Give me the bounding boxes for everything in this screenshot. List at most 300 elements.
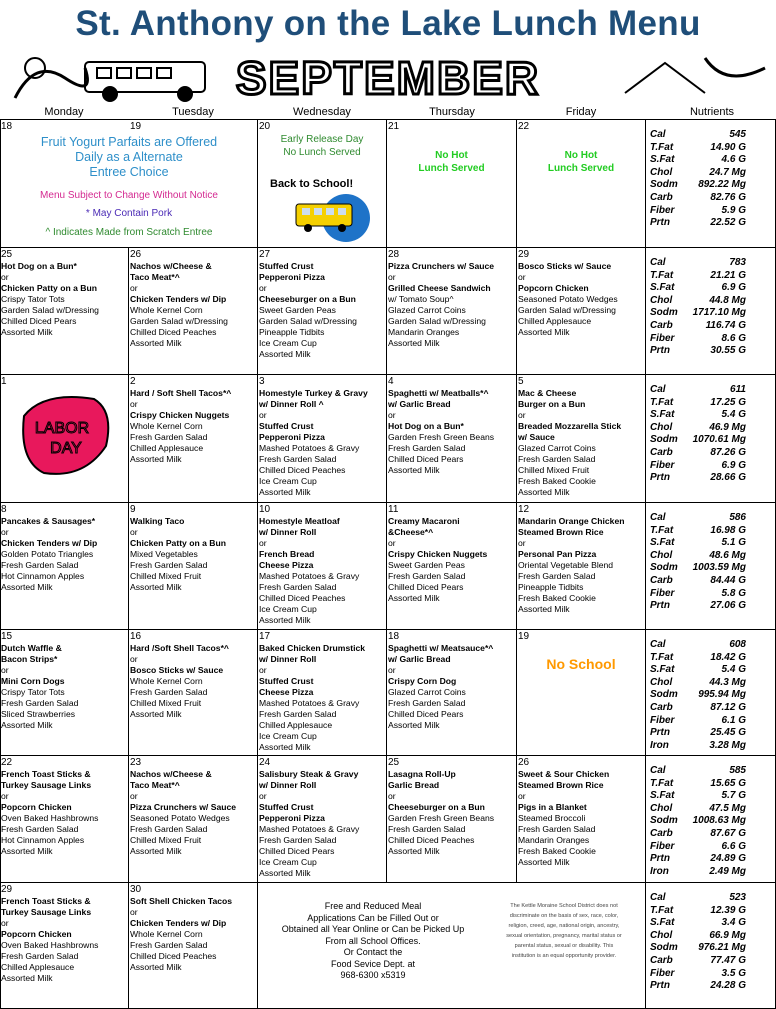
menu-item: Stuffed Crust	[259, 676, 314, 686]
menu-item: or	[130, 399, 138, 409]
info-line: Obtained all Year Online or Can be Picked Up	[281, 924, 465, 934]
nutrient-label: Chol	[650, 549, 673, 561]
menu-item: w/ Tomato Soup^	[388, 294, 454, 304]
nutrient-value: 5.8 G	[721, 587, 746, 599]
date-number: 2	[130, 376, 136, 387]
nutrient-value: 24.28 G	[710, 980, 746, 992]
menu-item: Mashed Potatoes & Gravy	[259, 571, 360, 581]
date-number: 19	[518, 631, 530, 642]
menu-item: or	[518, 410, 526, 420]
menu-item: Assorted Milk	[388, 338, 440, 348]
nutrient-value: 22.52 G	[710, 217, 746, 229]
menu-item: Fresh Garden Salad	[388, 443, 466, 453]
menu-items	[388, 643, 515, 731]
page-title: St. Anthony on the Lake Lunch Menu	[75, 4, 701, 43]
nutrient-row	[650, 537, 746, 550]
nutrient-label: Iron	[650, 865, 669, 877]
nutrient-row	[650, 472, 746, 485]
nutrient-row	[650, 930, 746, 943]
menu-item: Garlic Bread	[388, 780, 440, 790]
info-line: 968-6300 x5319	[340, 970, 406, 980]
menu-item: or	[130, 654, 138, 664]
nutrient-label: Carb	[650, 574, 673, 586]
menu-items	[518, 261, 644, 338]
nutrients-cell	[646, 375, 776, 503]
nutrient-row	[650, 512, 746, 525]
day-cell	[387, 756, 517, 883]
nutrient-value: 5.4 G	[721, 409, 746, 421]
day-cell	[258, 630, 387, 756]
nutrient-label: Chol	[650, 929, 673, 941]
menu-item: Fresh Garden Salad	[1, 698, 79, 708]
nutrient-row	[650, 778, 746, 791]
nutrient-value: 28.66 G	[710, 472, 746, 484]
menu-item: Creamy Macaroni	[388, 516, 460, 526]
nutrient-row	[650, 765, 746, 778]
nutrient-row	[650, 129, 746, 142]
menu-item: or	[1, 272, 9, 282]
menu-item: Pepperoni Pizza	[259, 272, 325, 282]
menu-item: Fresh Garden Salad	[1, 824, 79, 834]
nutrients-cell	[646, 248, 776, 375]
nutrient-label: Prtn	[650, 853, 670, 865]
nutrient-label: Prtn	[650, 980, 670, 992]
no-hot-lunch-note: Lunch Served	[547, 163, 615, 174]
nutrient-value: 1070.61 Mg	[692, 434, 746, 446]
menu-item: Fresh Garden Salad	[518, 571, 596, 581]
menu-item: or	[388, 791, 396, 801]
menu-item: Assorted Milk	[518, 327, 570, 337]
menu-item: Dutch Waffle &	[1, 643, 62, 653]
nutrient-list	[650, 129, 746, 230]
menu-item: Ice Cream Cup	[259, 476, 317, 486]
menu-item: Assorted Milk	[130, 582, 182, 592]
nutrient-label: Sodm	[650, 689, 678, 701]
day-header-wednesday: Wednesday	[293, 106, 351, 118]
menu-item: or	[388, 538, 396, 548]
nutrient-value: 12.39 G	[710, 904, 746, 916]
day-cell	[387, 630, 517, 756]
menu-item: w/ Dinner Roll	[259, 654, 317, 664]
day-cell	[387, 503, 517, 630]
date-number: 5	[518, 376, 524, 387]
nutrient-row	[650, 600, 746, 613]
day-header-monday: Monday	[44, 106, 84, 118]
nutrient-label: Chol	[650, 421, 673, 433]
nutrient-row	[650, 853, 746, 866]
day-header-friday: Friday	[565, 106, 597, 118]
menu-item: Fresh Garden Salad	[130, 687, 208, 697]
date-number: 15	[1, 631, 13, 642]
september-banner	[5, 48, 771, 108]
nutrient-list	[650, 765, 746, 878]
menu-item: Chicken Tenders w/ Dip	[130, 294, 227, 304]
menu-item: Chilled Applesauce	[1, 962, 75, 972]
day-cell	[0, 503, 129, 630]
menu-item: Assorted Milk	[259, 487, 311, 497]
nutrient-value: 25.45 G	[710, 727, 746, 739]
menu-item: Mixed Vegetables	[130, 549, 198, 559]
nutrient-value: 14.90 G	[710, 141, 746, 153]
menu-item: Salisbury Steak & Gravy	[259, 769, 359, 779]
nutrient-value: 5.7 G	[721, 790, 746, 802]
scratch-note: ^ Indicates Made from Scratch Entree	[45, 227, 213, 238]
menu-item: Fresh Garden Salad	[259, 582, 337, 592]
nutrient-value: 6.9 G	[721, 282, 746, 294]
statement-line: The Kettle Moraine School District does not	[510, 903, 618, 909]
menu-item: Steamed Brown Rice	[518, 780, 604, 790]
menu-item: or	[518, 791, 526, 801]
menu-item: Steamed Broccoli	[518, 813, 586, 823]
date-number: 8	[1, 504, 7, 515]
menu-item: Fresh Garden Salad	[130, 824, 208, 834]
info-line: Applications Can be Filled Out or	[307, 912, 439, 923]
menu-item: Fresh Garden Salad	[1, 560, 79, 570]
nutrient-label: Fiber	[650, 332, 675, 344]
day-cell	[517, 630, 646, 756]
menu-items	[1, 896, 127, 984]
nutrient-row	[650, 727, 746, 740]
nutrient-label: S.Fat	[650, 537, 675, 549]
menu-item: Fresh Garden Salad	[1, 951, 79, 961]
day-cell	[129, 375, 258, 503]
menu-items	[388, 261, 515, 349]
nutrient-label: S.Fat	[650, 409, 675, 421]
menu-item: Grilled Cheese Sandwich	[388, 283, 491, 293]
menu-item: Chilled Diced Peaches	[259, 465, 346, 475]
menu-items	[388, 516, 515, 604]
menu-item: Fresh Baked Cookie	[518, 593, 596, 603]
nutrient-list	[650, 892, 746, 993]
nutrient-label: T.Fat	[650, 904, 674, 916]
nutrient-value: 87.26 G	[710, 446, 746, 458]
nutrient-row	[650, 892, 746, 905]
nutrient-label: Carb	[650, 446, 673, 458]
info-line: Food Sevice Dept. at	[330, 958, 416, 969]
menu-item: Hot Dog on a Bun*	[388, 421, 464, 431]
nutrient-label: T.Fat	[650, 269, 674, 281]
menu-item: Glazed Carrot Coins	[518, 443, 596, 453]
menu-item: Pigs in a Blanket	[518, 802, 587, 812]
day-cell	[258, 756, 387, 883]
menu-items	[130, 769, 256, 857]
nutrient-label: S.Fat	[650, 664, 675, 676]
nutrient-label: Sodm	[650, 562, 678, 574]
nutrient-value: 15.65 G	[710, 777, 746, 789]
day-cell	[0, 375, 129, 503]
menu-item: Bosco Sticks w/ Sauce	[518, 261, 612, 271]
menu-item: Popcorn Chicken	[1, 929, 72, 939]
menu-item: Pineapple Tidbits	[518, 582, 584, 592]
nutrient-label: Chol	[650, 166, 673, 178]
menu-item: Seasoned Potato Wedges	[130, 813, 230, 823]
menu-item: Chilled Diced Peaches	[388, 835, 475, 845]
menu-item: Assorted Milk	[518, 604, 570, 614]
nutrient-row	[650, 345, 746, 358]
menu-item: Assorted Milk	[518, 487, 570, 497]
menu-item: Chilled Diced Pears	[388, 454, 464, 464]
day-cell	[517, 248, 646, 375]
menu-item: w/ Dinner Roll	[259, 780, 317, 790]
nutrient-label: Cal	[650, 892, 666, 903]
nutrient-value: 611	[730, 384, 746, 395]
menu-item: Walking Taco	[130, 516, 185, 526]
no-hot-lunch-note: Lunch Served	[418, 163, 485, 174]
school-bus-icon	[288, 192, 378, 242]
menu-items	[518, 388, 644, 498]
nutrient-row	[650, 192, 746, 205]
nutrient-value: 66.9 Mg	[709, 929, 746, 941]
menu-item: &Cheese*^	[388, 527, 434, 537]
nutrient-row	[650, 980, 746, 993]
menu-item: Bacon Strips*	[1, 654, 58, 664]
nutrient-label: Prtn	[650, 472, 670, 484]
nutrient-value: 47.5 Mg	[709, 802, 746, 814]
menu-item: Assorted Milk	[1, 582, 53, 592]
menu-item: Popcorn Chicken	[1, 802, 72, 812]
nutrient-row	[650, 677, 746, 690]
nutrient-row	[650, 664, 746, 677]
nutrient-value: 976.21 Mg	[698, 942, 746, 954]
menu-item: Mac & Cheese	[518, 388, 577, 398]
menu-item: Crispy Corn Dog	[388, 676, 457, 686]
menu-item: w/ Garlic Bread	[388, 654, 451, 664]
day-cell	[129, 756, 258, 883]
menu-item: Ice Cream Cup	[259, 604, 317, 614]
menu-item: Fresh Garden Salad	[259, 835, 337, 845]
menu-item: or	[259, 791, 267, 801]
nutrient-row	[650, 333, 746, 346]
statement-line: parental status, sexual or disability. This	[514, 943, 614, 949]
menu-item: w/ Garlic Bread	[388, 399, 451, 409]
menu-item: Garden Salad w/Dressing	[1, 305, 99, 315]
menu-item: Baked Chicken Drumstick	[259, 643, 366, 653]
menu-item: or	[1, 527, 9, 537]
nutrient-label: Prtn	[650, 217, 670, 229]
menu-item: Nachos w/Cheese &	[130, 261, 212, 271]
nutrient-row	[650, 803, 746, 816]
date-number: 11	[388, 504, 399, 515]
nutrient-row	[650, 588, 746, 601]
nutrient-row	[650, 905, 746, 918]
nutrient-label: Prtn	[650, 600, 670, 612]
nutrient-label: S.Fat	[650, 154, 675, 166]
statement-line: sexual orientation, pregnancy, marital status or	[506, 933, 622, 939]
day-cell	[129, 248, 258, 375]
menu-item: Chilled Applesauce	[518, 316, 592, 326]
nutrient-row	[650, 562, 746, 575]
nutrient-value: 1717.10 Mg	[692, 307, 746, 319]
nutrient-value: 116.74 G	[705, 319, 746, 331]
grid-top-border	[0, 119, 776, 120]
menu-item: Fresh Baked Cookie	[518, 476, 596, 486]
nutrient-row	[650, 955, 746, 968]
nutrient-value: 6.1 G	[721, 714, 746, 726]
menu-item: Assorted Milk	[130, 454, 182, 464]
menu-item: Cheeseburger on a Bun	[259, 294, 356, 304]
menu-items	[259, 769, 385, 879]
nutrient-value: 84.44 G	[710, 574, 746, 586]
menu-item: Stuffed Crust	[259, 802, 314, 812]
nutrient-row	[650, 828, 746, 841]
menu-item: Chilled Mixed Fruit	[130, 698, 202, 708]
menu-item: Cheeseburger on a Bun	[388, 802, 485, 812]
menu-item: or	[130, 907, 138, 917]
early-release-note: No Lunch Served	[283, 147, 361, 158]
free-reduced-info	[258, 901, 488, 982]
nutrient-list	[650, 512, 746, 613]
date-number: 29	[1, 884, 13, 895]
parfait-note: Daily as a Alternate	[75, 150, 183, 164]
menu-item: Hot Cinnamon Apples	[1, 571, 85, 581]
menu-item: or	[259, 283, 267, 293]
nutrient-value: 18.42 G	[710, 651, 746, 663]
date-number: 28	[388, 249, 400, 260]
menu-item: Personal Pan Pizza	[518, 549, 597, 559]
statement-line: religion, creed, age, national origin, ancestry,	[508, 923, 620, 929]
nutrient-value: 1003.59 Mg	[692, 562, 746, 574]
nutrient-label: Chol	[650, 676, 673, 688]
menu-item: w/ Sauce	[518, 432, 555, 442]
date-number: 3	[259, 376, 265, 387]
nutrient-row	[650, 257, 746, 270]
nutrient-row	[650, 409, 746, 422]
menu-item: Sweet & Sour Chicken	[518, 769, 610, 779]
nutrient-row	[650, 422, 746, 435]
nutrient-row	[650, 689, 746, 702]
menu-item: Garden Salad w/Dressing	[259, 316, 357, 326]
nutrient-label: S.Fat	[650, 790, 675, 802]
nutrients-cell	[646, 503, 776, 630]
menu-item: Ice Cream Cup	[259, 731, 317, 741]
date-number: 9	[130, 504, 136, 515]
nutrient-label: Carb	[650, 191, 673, 203]
menu-items	[518, 769, 644, 868]
menu-item: Hot Cinnamon Apples	[1, 835, 85, 845]
nutrient-row	[650, 179, 746, 192]
day-cell	[258, 503, 387, 630]
nutrient-label: S.Fat	[650, 282, 675, 294]
day-cell	[387, 375, 517, 503]
nutrient-label: T.Fat	[650, 141, 674, 153]
pork-note: * May Contain Pork	[85, 208, 173, 219]
menu-item: Pancakes & Sausages*	[1, 516, 96, 526]
nutrient-label: Cal	[650, 129, 666, 140]
menu-item: Cheese Pizza	[259, 560, 314, 570]
menu-item: or	[1, 791, 9, 801]
menu-item: Chicken Patty on a Bun	[130, 538, 226, 548]
menu-item: Stuffed Crust	[259, 261, 314, 271]
menu-items	[388, 388, 515, 476]
nutrient-label: Fiber	[650, 587, 675, 599]
nutrient-value: 27.06 G	[710, 600, 746, 612]
menu-item: Whole Kernel Corn	[130, 929, 203, 939]
date-number: 17	[259, 631, 271, 642]
menu-item: Assorted Milk	[130, 962, 182, 972]
nutrient-label: Carb	[650, 701, 673, 713]
info-line: Free and Reduced Meal	[324, 901, 422, 911]
menu-item: Burger on a Bun	[518, 399, 586, 409]
menu-item: Lasagna Roll-Up	[388, 769, 456, 779]
nutrient-value: 3.5 G	[721, 967, 746, 979]
menu-item: Hot Dog on a Bun*	[1, 261, 77, 271]
menu-item: Assorted Milk	[1, 973, 53, 983]
menu-items	[1, 261, 127, 338]
nutrients-cell	[646, 630, 776, 756]
menu-item: Chilled Diced Pears	[388, 582, 464, 592]
nutrient-value: 44.3 Mg	[709, 676, 746, 688]
nutrient-label: Cal	[650, 639, 666, 650]
menu-item: Chilled Mixed Fruit	[130, 571, 202, 581]
nutrient-value: 892.22 Mg	[698, 179, 746, 191]
info-line: From all School Offices.	[325, 935, 421, 946]
nutrient-label: Prtn	[650, 345, 670, 357]
menu-item: Spaghetti w/ Meatsauce*^	[388, 643, 494, 653]
menu-item: Seasoned Potato Wedges	[518, 294, 618, 304]
nutrient-value: 5.4 G	[721, 664, 746, 676]
menu-item: Crispy Tator Tots	[1, 687, 65, 697]
day-cell	[129, 883, 258, 1009]
menu-items	[1, 516, 127, 593]
menu-item: Fresh Garden Salad	[518, 454, 596, 464]
nutrient-row	[650, 702, 746, 715]
menu-item: Garden Fresh Green Beans	[388, 432, 495, 442]
menu-item: Garden Salad w/Dressing	[518, 305, 616, 315]
nutrient-row	[650, 575, 746, 588]
nutrient-row	[650, 639, 746, 652]
nutrient-value: 4.6 G	[721, 154, 746, 166]
menu-item: Chilled Applesauce	[259, 720, 333, 730]
nutrient-value: 30.55 G	[710, 345, 746, 357]
day-cell	[0, 630, 129, 756]
nutrient-label: Fiber	[650, 714, 675, 726]
menu-item: Ice Cream Cup	[259, 857, 317, 867]
nutrient-row	[650, 866, 746, 879]
nutrient-label: Fiber	[650, 840, 675, 852]
menu-item: Garden Salad w/Dressing	[388, 316, 486, 326]
nutrient-value: 523	[729, 892, 746, 903]
menu-item: Mashed Potatoes & Gravy	[259, 824, 360, 834]
day-header-thursday: Thursday	[429, 106, 475, 118]
nutrient-value: 2.49 Mg	[709, 865, 746, 877]
menu-item: Steamed Brown Rice	[518, 527, 604, 537]
nutrient-value: 48.6 Mg	[709, 549, 746, 561]
menu-items	[1, 643, 127, 731]
menu-item: Chilled Diced Pears	[259, 846, 335, 856]
statement-line: discriminate on the basis of sex, race, color,	[509, 913, 619, 919]
menu-item: Fresh Garden Salad	[259, 454, 337, 464]
menu-item: Assorted Milk	[259, 349, 311, 359]
menu-item: Turkey Sausage Links	[1, 780, 92, 790]
menu-item: Assorted Milk	[388, 465, 440, 475]
menu-item: Assorted Milk	[259, 868, 311, 878]
menu-item: Ice Cream Cup	[259, 338, 317, 348]
menu-items	[259, 516, 385, 626]
date-number: 22	[518, 121, 530, 132]
nutrient-label: Prtn	[650, 727, 670, 739]
menu-item: Mandarin Oranges	[388, 327, 460, 337]
nutrient-value: 5.9 G	[721, 204, 746, 216]
menu-item: Fresh Garden Salad	[259, 709, 337, 719]
nutrient-row	[650, 968, 746, 981]
menu-item: Crispy Chicken Nuggets	[388, 549, 488, 559]
nutrient-row	[650, 434, 746, 447]
nutrient-label: Sodm	[650, 942, 678, 954]
menu-item: Breaded Mozzarella Stick	[518, 421, 622, 431]
nutrient-row	[650, 320, 746, 333]
nutrient-row	[650, 307, 746, 320]
nutrient-row	[650, 652, 746, 665]
